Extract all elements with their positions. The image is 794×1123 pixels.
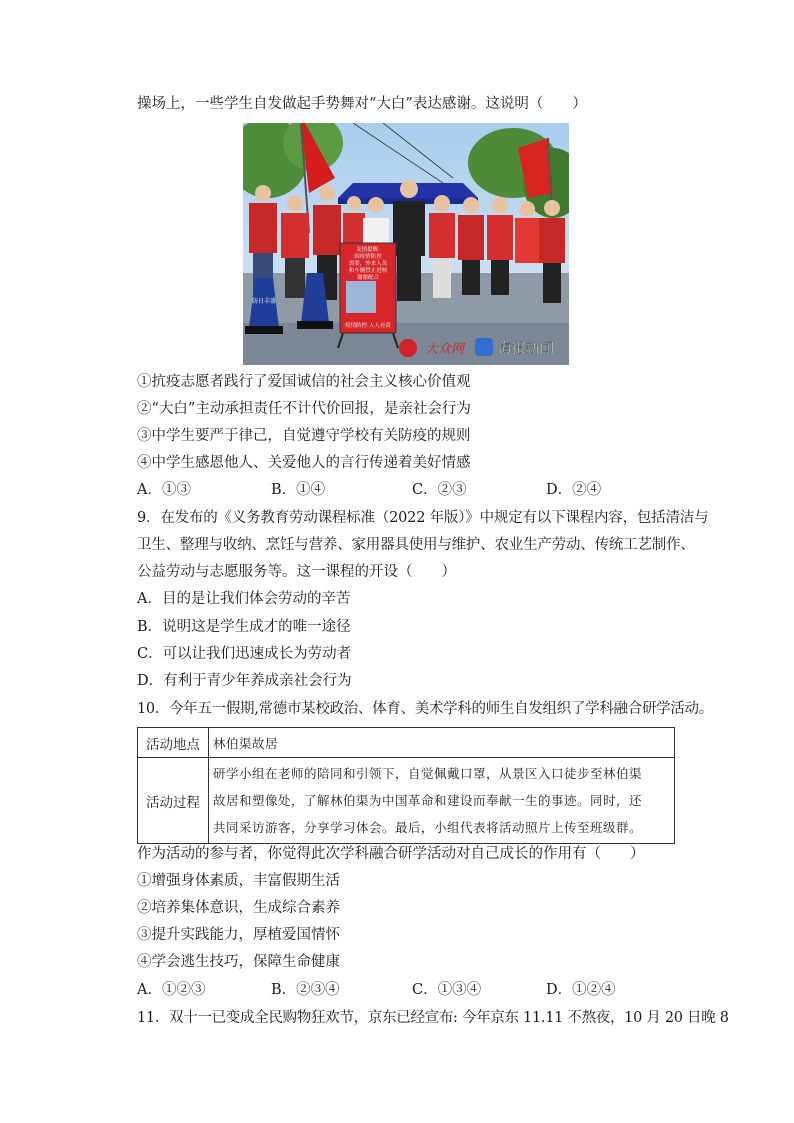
table-row [138, 758, 675, 844]
process-value [209, 758, 675, 844]
q8-statement-3: ③中学生要严于律己，自觉遵守学校有关防疫的规则 [137, 428, 471, 444]
sign-line-4: 和车辆禁止进校 [348, 268, 388, 274]
volunteer-photo [243, 123, 569, 365]
q10-statement-1: ①增强身体素质，丰富假期生活 [137, 873, 340, 889]
table-row [138, 728, 675, 758]
q8-choice-c[interactable]: C．②③ [412, 482, 467, 498]
q8-statement-1: ①抗疫志愿者践行了爱国诚信的社会主义核心价值观 [137, 374, 471, 390]
q11-stem: 11．双十一已变成全民购物狂欢节，京东已经宣布: 今年京东 11.11 不熬夜，10 月 20 日晚 8 [137, 1010, 729, 1026]
q9-stem-line-1: 9．在发布的《义务教育劳动课程标准（2022 年版）》中规定有以下课程内容，包括清洁与 [137, 510, 709, 526]
q10-statement-4: ④学会逃生技巧，保障生命健康 [137, 954, 340, 970]
q8-choice-d[interactable]: D．②④ [546, 482, 602, 498]
q9-stem-line-3: 公益劳动与志愿服务等。这一课程的开设（ ） [137, 564, 456, 580]
q10-statement-2: ②培养集体意识，生成综合素养 [137, 900, 340, 916]
process-line-2: 故居和塑像处，了解林伯渠为中国革命和建设而奉献一生的事迹。同时，还 [213, 793, 643, 808]
q10-choice-a[interactable]: A．①②③ [137, 982, 206, 998]
q8-choice-a[interactable]: A．①③ [137, 482, 191, 498]
sign-line-6: 疫情防控 人人有责 [345, 323, 391, 329]
activity-table [137, 727, 675, 844]
q10-stem: 10．今年五一假期,常德市某校政治、体育、美术学科的师生自发组织了学科融合研学活动。 [137, 701, 713, 717]
q9-stem-line-2: 卫生、整理与收纳、烹饪与营养、家用器具使用与维护、农业生产劳动、传统工艺制作、 [137, 537, 695, 553]
q8-choice-b[interactable]: B．①④ [271, 482, 326, 498]
q9-option-d[interactable]: D．有利于青少年养成亲社会行为 [137, 673, 352, 689]
q8-statement-4: ④中学生感恩他人、关爱他人的言行传递着美好情感 [137, 455, 471, 471]
sign-line-5: 谢谢配合 [356, 275, 380, 281]
sign-line-1: 友情提醒: [356, 247, 380, 253]
q8-choices [137, 480, 697, 500]
q10-choice-c[interactable]: C．①③④ [412, 982, 482, 998]
q10-choice-b[interactable]: B．②③④ [271, 982, 340, 998]
q8-statement-2: ②“大白”主动承担责任不计代价回报，是亲社会行为 [137, 401, 471, 417]
q9-option-c[interactable]: C．可以让我们迅速成长为劳动者 [137, 646, 352, 662]
process-label: 活动过程 [138, 758, 209, 844]
process-line-3: 共同采访游客，分享学习体会。最后，小组代表将活动照片上传至班级群。 [213, 820, 643, 835]
place-value: 林伯渠故居 [209, 728, 675, 758]
q10-question: 作为活动的参与者，你觉得此次学科融合研学活动对自己成长的作用有（ ） [137, 846, 645, 862]
q9-option-b[interactable]: B．说明这是学生成才的唯一途径 [137, 619, 351, 635]
process-line-1: 研学小组在老师的陪同和引领下，自觉佩戴口罩，从景区入口徒步至林伯渠 [213, 766, 643, 781]
photo-illustration [243, 123, 569, 365]
q10-choices [137, 980, 697, 1000]
sign-line-3: 需要，外来人员 [348, 261, 388, 267]
cone-text: 防日丰盛 [251, 298, 277, 305]
q10-statement-3: ③提升实践能力，厚植爱国情怀 [137, 927, 340, 943]
place-label: 活动地点 [138, 728, 209, 758]
dazhong-logo: 大众网 [425, 342, 465, 357]
q10-choice-d[interactable]: D．①②④ [546, 982, 616, 998]
haibao-logo: 海报新闻 [498, 341, 554, 357]
sign-line-2: 因疫情防控 [354, 254, 382, 260]
q8-stem: 操场上，一些学生自发做起手势舞对“大白”表达感谢。这说明（ ） [137, 96, 587, 112]
q9-option-a[interactable]: A．目的是让我们体会劳动的辛苦 [137, 591, 351, 607]
